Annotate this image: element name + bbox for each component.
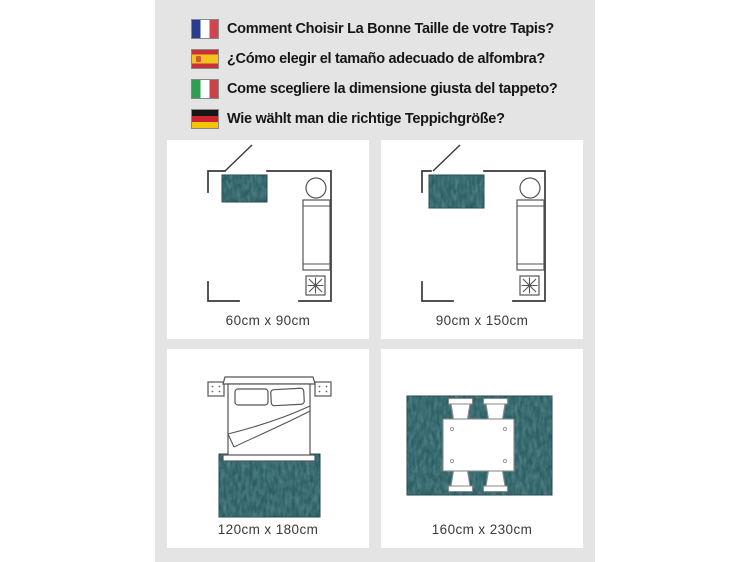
potted-plant — [306, 276, 325, 295]
sideboard — [517, 200, 544, 270]
door-swing-line — [225, 145, 252, 171]
dining-diagram-160x230 — [381, 349, 583, 521]
size-label-90x150: 90cm x 150cm — [435, 313, 529, 328]
potted-plant — [520, 276, 539, 295]
room-diagram-90x150 — [381, 140, 583, 312]
header-row-italian — [192, 80, 557, 98]
bedroom-rug — [219, 454, 320, 517]
size-label-120x180: 120cm x 180cm — [217, 522, 319, 537]
headboard — [223, 377, 315, 384]
bed — [223, 384, 315, 461]
content-background — [155, 0, 595, 562]
header-text-french: Comment Choisir La Bonne Taille de votre Tapis? — [227, 21, 554, 37]
size-label-160x230: 160cm x 230cm — [431, 522, 533, 537]
dining-table — [443, 419, 514, 471]
header-row-spanish — [192, 50, 545, 68]
panel-120x180 — [167, 349, 369, 548]
sideboard — [303, 200, 330, 270]
header-text-italian: Come scegliere la dimensione giusta del tappeto? — [227, 81, 558, 97]
room-diagram-60x90 — [167, 140, 369, 312]
header-text-spanish: ¿Cómo elegir el tamaño adecuado de alfombra? — [227, 51, 545, 67]
nightstand-left — [208, 382, 224, 396]
size-label-60x90: 60cm x 90cm — [225, 313, 311, 328]
side-table-circle — [520, 178, 540, 198]
entrance-rug — [222, 175, 267, 202]
panel-90x150 — [381, 140, 583, 339]
header-text-german: Wie wählt man die richtige Teppichgröße? — [227, 111, 505, 127]
bedroom-diagram-120x180 — [167, 349, 369, 521]
entrance-rug — [429, 175, 484, 208]
header-row-german — [192, 110, 505, 128]
header-row-french — [192, 20, 554, 38]
italy-flag-icon — [192, 80, 218, 98]
nightstand-right — [315, 382, 331, 396]
spain-flag-icon — [192, 50, 218, 68]
france-flag-icon — [192, 20, 218, 38]
panel-60x90 — [167, 140, 369, 339]
panel-160x230 — [381, 349, 583, 548]
side-table-circle — [306, 178, 326, 198]
germany-flag-icon — [192, 110, 218, 128]
door-swing-line — [433, 145, 460, 171]
